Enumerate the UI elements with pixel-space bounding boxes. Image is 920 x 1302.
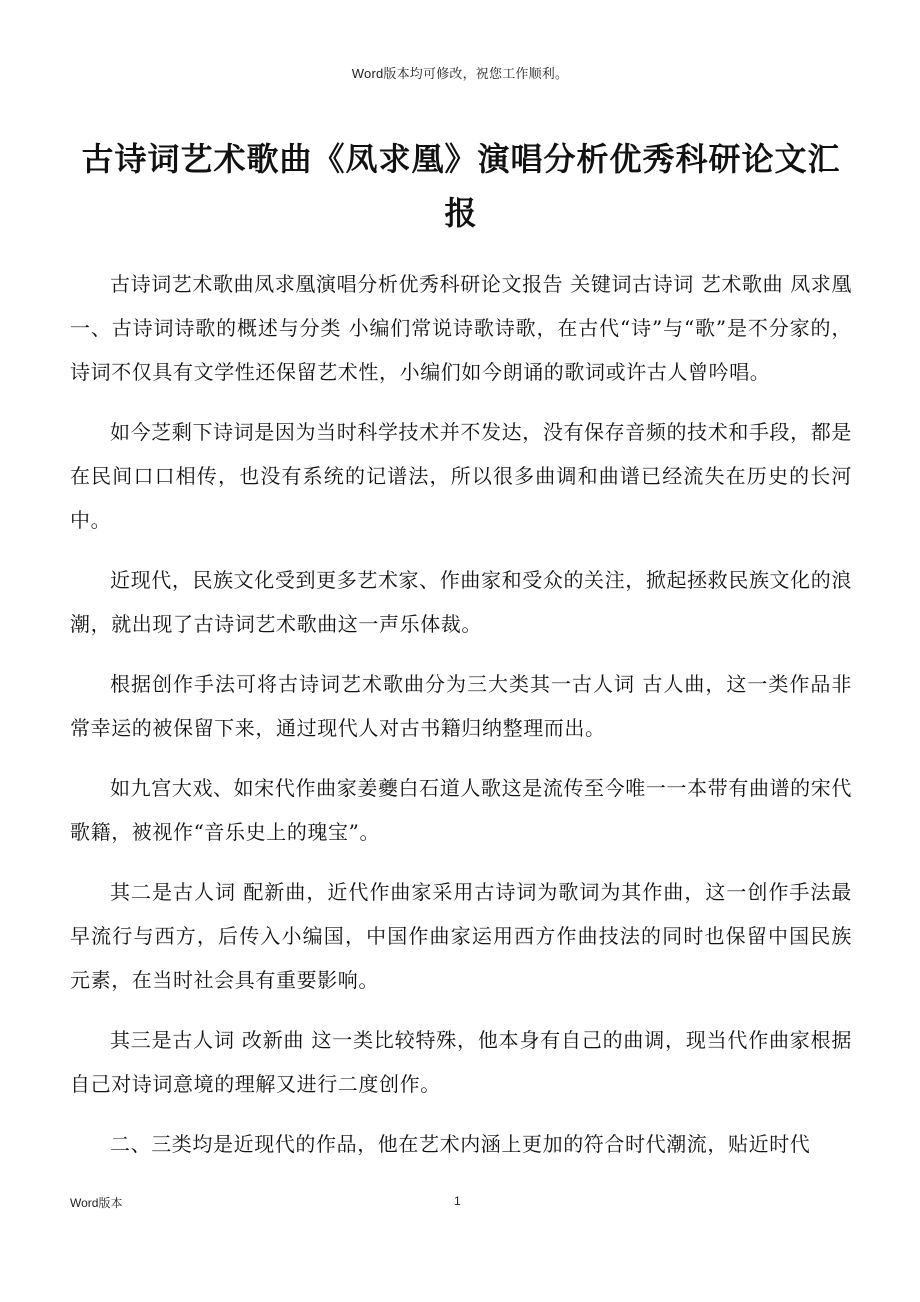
paragraph: 根据创作手法可将古诗词艺术歌曲分为三大类其一古人词 古人曲，这一类作品非常幸运的被保留下来，通过现代人对古书籍归纳整理而出。 <box>70 672 852 740</box>
paragraph: 古诗词艺术歌曲凤求凰演唱分析优秀科研论文报告 关键词古诗词 艺术歌曲 凤求凰 一、古诗词诗歌的概述与分类 小编们常说诗歌诗歌，在古代“诗”与“歌”是不分家的，诗词不仅具有文学性还保留艺术性，小编们如今朗诵的歌词或许古人曾吟唱。 <box>70 272 852 384</box>
document-body <box>70 262 852 1182</box>
page-number: 1 <box>454 1194 461 1208</box>
header-note: Word版本均可修改，祝您工作顺利。 <box>351 66 569 81</box>
document-title: 古诗词艺术歌曲《凤求凰》演唱分析优秀科研论文汇报 <box>81 140 841 232</box>
paragraph: 如九宫大戏、如宋代作曲家姜夔白石道人歌这是流传至今唯一一本带有曲谱的宋代歌籍，被视作“音乐史上的瑰宝”。 <box>70 776 852 844</box>
paragraph: 其二是古人词 配新曲，近代作曲家采用古诗词为歌词为其作曲，这一创作手法最早流行与西方，后传入小编国，中国作曲家运用西方作曲技法的同时也保留中国民族元素，在当时社会具有重要影响。 <box>70 880 852 992</box>
paragraph: 如今芝剩下诗词是因为当时科学技术并不发达，没有保存音频的技术和手段，都是在民间口口相传，也没有系统的记谱法，所以很多曲调和曲谱已经流失在历史的长河中。 <box>70 420 852 532</box>
paragraph: 近现代，民族文化受到更多艺术家、作曲家和受众的关注，掀起拯救民族文化的浪潮，就出现了古诗词艺术歌曲这一声乐体裁。 <box>70 568 852 636</box>
paragraph: 二、三类均是近现代的作品，他在艺术内涵上更加的符合时代潮流，贴近时代 <box>110 1132 811 1156</box>
page-footer <box>70 1194 850 1214</box>
paragraph: 其三是古人词 改新曲 这一类比较特殊，他本身有自己的曲调，现当代作曲家根据自己对诗词意境的理解又进行二度创作。 <box>70 1028 852 1096</box>
footer-label: Word版本 <box>70 1196 123 1210</box>
